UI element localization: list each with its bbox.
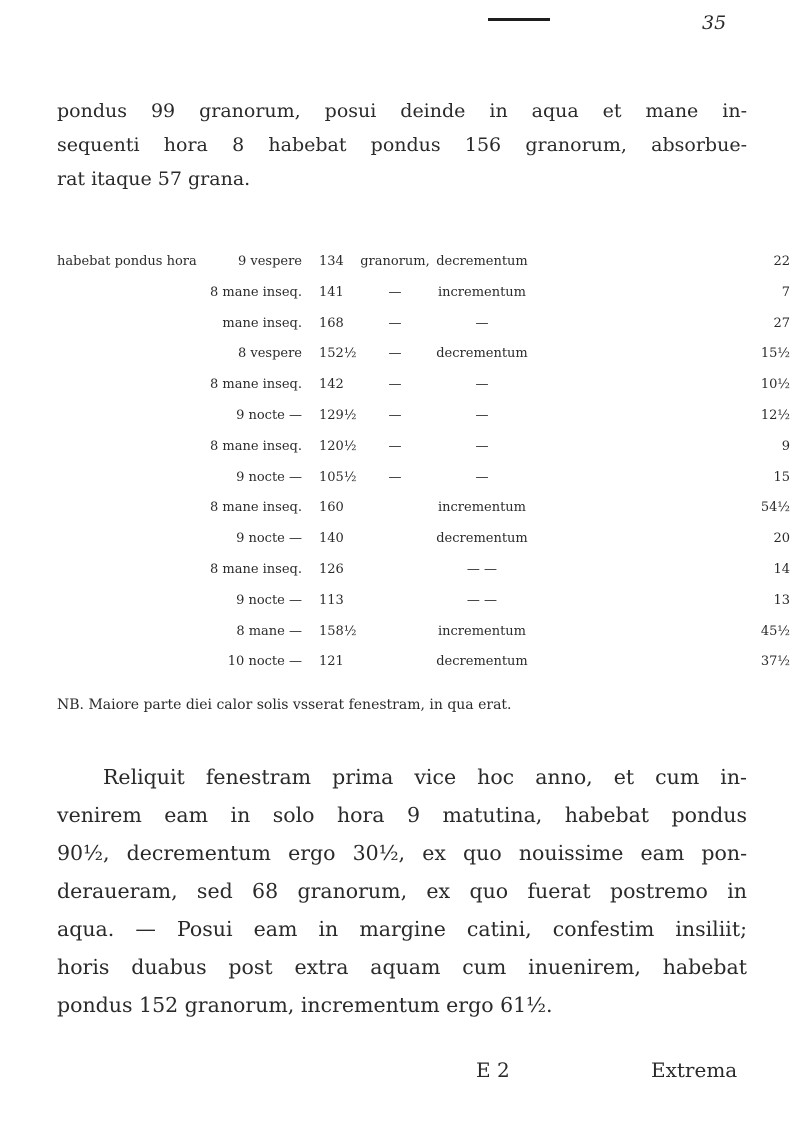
- time-cell: 9 nocte —: [236, 469, 302, 485]
- time-cell: 9 vespere: [237, 254, 302, 269]
- table-row: [52, 346, 790, 377]
- weight-cell: 152½: [319, 346, 357, 362]
- weight-cell: 160: [319, 500, 344, 516]
- paragraph-line: pondus 99 granorum, posui deinde in aqua et mane in-: [57, 100, 747, 122]
- paragraph-line: Reliquit fenestram prima vice hoc anno, et cum in-: [103, 765, 747, 789]
- change-value-cell: 12½: [760, 407, 790, 423]
- header-ornament-rule: [488, 18, 550, 21]
- time-cell: 9 nocte —: [236, 531, 302, 547]
- opening-paragraph: [57, 94, 747, 196]
- weight-cell: 134: [319, 254, 344, 269]
- table-row: [52, 407, 790, 439]
- change-type-cell: —: [475, 438, 489, 454]
- paragraph-line: pondus 152 granorum, incrementum ergo 61½.: [57, 993, 553, 1017]
- second-paragraph: [57, 758, 747, 1024]
- table-row: [52, 254, 790, 285]
- change-value-cell: 7: [781, 284, 790, 300]
- table-row: [52, 623, 790, 655]
- row-prefix-label: habebat pondus hora: [57, 254, 197, 269]
- change-value-cell: 15: [773, 469, 790, 485]
- weight-cell: 121: [319, 654, 344, 670]
- table-row: [52, 315, 790, 347]
- page-number: 35: [702, 12, 727, 34]
- change-value-cell: 14: [773, 561, 790, 577]
- change-type-cell: incrementum: [437, 284, 527, 300]
- weight-cell: 129½: [319, 407, 357, 423]
- weight-cell: 113: [319, 592, 344, 608]
- change-type-cell: —: [475, 469, 489, 485]
- change-type-cell: incrementum: [437, 500, 527, 516]
- paragraph-line: venirem eam in solo hora 9 matutina, habebat pondus: [57, 803, 747, 827]
- change-value-cell: 54½: [760, 500, 790, 516]
- change-type-cell: incrementum: [437, 623, 527, 639]
- table-row: [52, 438, 790, 470]
- time-cell: 10 nocte —: [227, 654, 302, 670]
- paragraph-line: horis duabus post extra aquam cum inuenirem, habebat: [57, 955, 747, 979]
- paragraph-line: deraueram, sed 68 granorum, ex quo fuerat postremo in: [57, 879, 747, 903]
- time-cell: 8 mane inseq.: [209, 438, 302, 454]
- unit-cell: —: [388, 469, 402, 485]
- change-type-cell: decrementum: [436, 654, 528, 670]
- table-row: [52, 531, 790, 562]
- paragraph-line: sequenti hora 8 habebat pondus 156 granorum, absorbue-: [57, 134, 747, 156]
- weight-cell: 105½: [319, 469, 357, 485]
- change-type-cell: — —: [466, 561, 498, 577]
- change-type-cell: —: [475, 315, 489, 331]
- change-value-cell: 22: [773, 254, 790, 269]
- time-cell: mane inseq.: [222, 315, 302, 331]
- unit-cell: —: [388, 407, 402, 423]
- table-row: [52, 500, 790, 531]
- change-value-cell: 15½: [760, 346, 790, 362]
- weight-cell: 126: [319, 561, 344, 577]
- paragraph-line: 90½, decrementum ergo 30½, ex quo nouissime eam pon-: [57, 841, 747, 865]
- observation-table: [52, 254, 790, 685]
- unit-cell: granorum,: [360, 254, 430, 269]
- table-footnote: NB. Maiore parte diei calor solis vsserat fenestram, in qua erat.: [57, 697, 512, 713]
- change-type-cell: decrementum: [436, 531, 528, 547]
- paragraph-line: aqua. — Posui eam in margine catini, confestim insiliit;: [57, 917, 747, 941]
- change-type-cell: decrementum: [436, 254, 528, 269]
- time-cell: 8 mane inseq.: [209, 561, 302, 577]
- table-row: [52, 469, 790, 501]
- change-value-cell: 37½: [760, 654, 790, 670]
- catchword: Extrema: [651, 1058, 738, 1082]
- weight-cell: 158½: [319, 623, 357, 639]
- change-type-cell: —: [475, 407, 489, 423]
- time-cell: 8 mane inseq.: [209, 377, 302, 393]
- change-value-cell: 10½: [760, 377, 790, 393]
- unit-cell: —: [388, 284, 402, 300]
- time-cell: 8 vespere: [237, 346, 302, 362]
- signature-mark: E 2: [476, 1058, 510, 1082]
- change-type-cell: —: [475, 377, 489, 393]
- weight-cell: 120½: [319, 438, 357, 454]
- time-cell: 9 nocte —: [236, 407, 302, 423]
- weight-cell: 141: [319, 284, 344, 300]
- change-value-cell: 45½: [760, 623, 790, 639]
- unit-cell: —: [388, 377, 402, 393]
- time-cell: 8 mane inseq.: [209, 500, 302, 516]
- weight-cell: 142: [319, 377, 344, 393]
- table-row: [52, 592, 790, 624]
- weight-cell: 140: [319, 531, 344, 547]
- time-cell: 8 mane —: [236, 623, 302, 639]
- table-row: [52, 284, 790, 316]
- change-type-cell: decrementum: [436, 346, 528, 362]
- time-cell: 8 mane inseq.: [209, 284, 302, 300]
- table-row: [52, 654, 790, 685]
- change-value-cell: 20: [773, 531, 790, 547]
- unit-cell: —: [388, 315, 402, 331]
- paragraph-line: rat itaque 57 grana.: [57, 168, 251, 190]
- change-value-cell: 27: [773, 315, 790, 331]
- change-type-cell: — —: [466, 592, 498, 608]
- weight-cell: 168: [319, 315, 344, 331]
- table-row: [52, 561, 790, 593]
- unit-cell: —: [388, 346, 402, 362]
- time-cell: 9 nocte —: [236, 592, 302, 608]
- table-row: [52, 377, 790, 408]
- change-value-cell: 9: [781, 438, 790, 454]
- unit-cell: —: [388, 438, 402, 454]
- change-value-cell: 13: [773, 592, 790, 608]
